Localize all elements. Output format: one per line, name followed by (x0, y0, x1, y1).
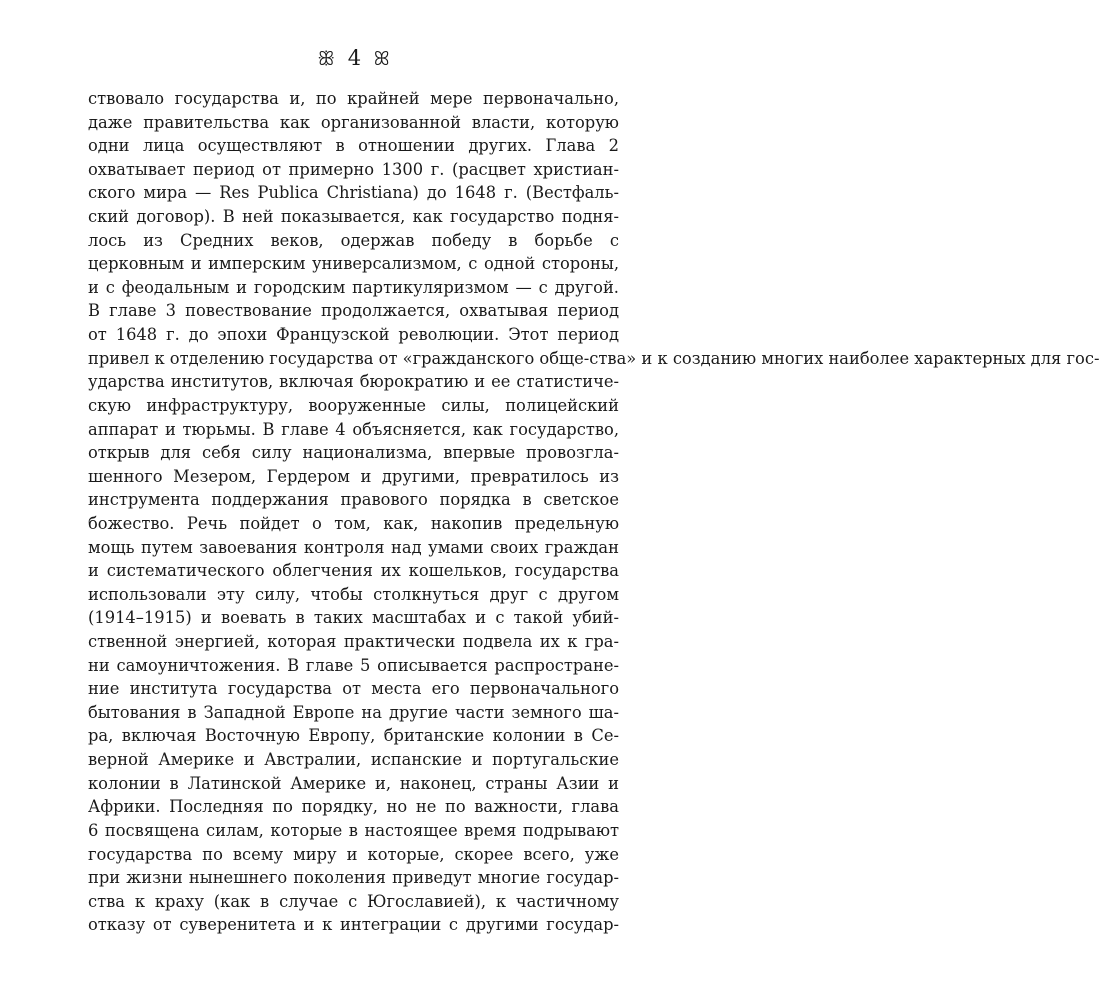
text-line: мощь путем завоевания контроля над умами своих граждан (88, 537, 619, 557)
text-line: В главе 3 повествование продолжается, охватывая период (88, 301, 619, 321)
text-line: государства по всему миру и которые, скорее всего, уже (88, 844, 619, 864)
text-line: охватывает период от примерно 1300 г. (расцвет христиан- (88, 159, 619, 179)
page-header (0, 46, 707, 71)
text-line: скую инфраструктуру, вооруженные силы, полицейский (88, 395, 619, 415)
text-line: верной Америке и Австралии, испанские и португальские (88, 750, 619, 770)
text-line: и с феодальным и городским партикуляризмом — с другой. (88, 277, 619, 297)
text-line: ни самоуничтожения. В главе 5 описывается распростране- (88, 655, 619, 675)
text-line: одни лица осуществляют в отношении других. Глава 2 (88, 136, 619, 156)
text-line: ственной энергией, которая практически подвела их к гра- (88, 632, 619, 652)
text-line: привел к отделению государства от «гражданского обще-ства» и к созданию многих наиболее характерных для гос- (88, 348, 1099, 368)
text-line: ударства институтов, включая бюрократию и ее статистиче- (88, 372, 619, 392)
text-line: ский договор). В ней показывается, как государство подня- (88, 207, 619, 227)
text-line: колонии в Латинской Америке и, наконец, страны Азии и (88, 773, 619, 793)
text-line: ра, включая Восточную Европу, британские колонии в Се- (88, 726, 619, 746)
text-line: отказу от суверенитета и к интеграции с другими государ- (88, 915, 619, 935)
text-line: (1914–1915) и воевать в таких масштабах и с такой убий- (88, 608, 619, 628)
text-line: церковным и имперским универсализмом, с одной стороны, (88, 254, 619, 274)
text-line: и систематического облегчения их кошельков, государства (88, 561, 619, 581)
text-line: бытования в Западной Европе на другие части земного ша- (88, 702, 619, 722)
text-line: использовали эту силу, чтобы столкнуться друг с другом (88, 584, 619, 604)
text-line: при жизни нынешнего поколения приведут многие государ- (88, 868, 619, 888)
text-line: лось из Средних веков, одержав победу в борьбе с (88, 230, 619, 250)
text-line: даже правительства как организованной власти, которую (88, 112, 619, 132)
ornament-right-icon: ꕤ (373, 48, 390, 70)
text-line: Африки. Последняя по порядку, но не по важности, глава (88, 797, 619, 817)
body-paragraph (88, 87, 1099, 937)
text-line: 6 посвящена силам, которые в настоящее время подрывают (88, 820, 619, 840)
text-line: ства к краху (как в случае с Югославией), к частичному (88, 891, 619, 911)
text-line: ского мира — Res Publica Christiana) до 1648 г. (Вестфаль- (88, 183, 619, 203)
text-line: открыв для себя силу национализма, впервые провозгла- (88, 443, 619, 463)
text-line: ние института государства от места его первоначального (88, 679, 619, 699)
ornament-left-icon: ꕥ (317, 48, 336, 70)
text-line: ствовало государства и, по крайней мере первоначально, (88, 89, 619, 108)
text-line: божество. Речь пойдет о том, как, накопив предельную (88, 513, 619, 533)
text-line: от 1648 г. до эпохи Французской революции. Этот период (88, 325, 619, 345)
text-line: аппарат и тюрьмы. В главе 4 объясняется, как государство, (88, 419, 619, 439)
text-line: инструмента поддержания правового порядка в светское (88, 490, 619, 510)
page-number: 4 (347, 46, 362, 70)
text-line: шенного Мезером, Гердером и другими, превратилось из (88, 466, 619, 486)
